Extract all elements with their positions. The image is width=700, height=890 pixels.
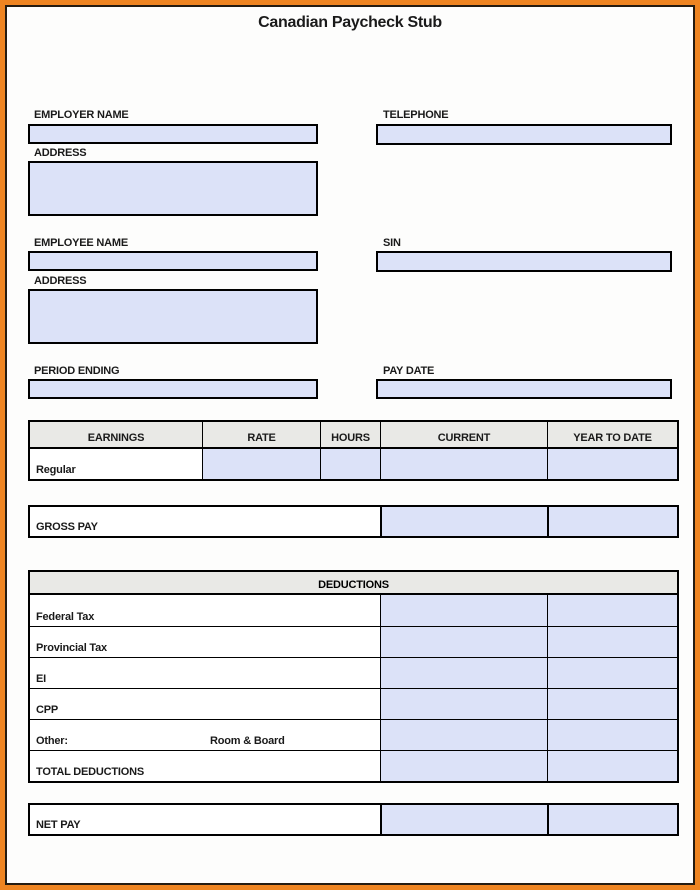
sin-label: SIN: [383, 237, 401, 249]
telephone-input[interactable]: [376, 124, 672, 145]
earnings-table: [28, 420, 679, 481]
regular-hours-field[interactable]: [320, 449, 380, 479]
net-pay-year-to-date-field[interactable]: [547, 805, 677, 834]
federal-tax-year-to-date-field[interactable]: [547, 595, 677, 626]
deduction-row-label: TOTAL DEDUCTIONS: [30, 750, 380, 781]
cpp-year-to-date-field[interactable]: [547, 688, 677, 719]
net-pay-current-field[interactable]: [380, 805, 547, 834]
gross-pay-row: [28, 505, 679, 538]
gross-pay-label: GROSS PAY: [30, 507, 380, 536]
paycheck-stub-page: [5, 5, 695, 885]
page-title: Canadian Paycheck Stub: [258, 14, 442, 31]
gross-pay-year-to-date-field[interactable]: [547, 507, 677, 536]
deduction-row-label: Federal Tax: [30, 595, 380, 626]
deduction-row-label: [30, 719, 380, 750]
employer-name-label: EMPLOYER NAME: [34, 109, 129, 121]
deductions-header: DEDUCTIONS: [30, 572, 677, 595]
total-deductions-current-field[interactable]: [380, 750, 547, 781]
employer-address-input[interactable]: [28, 161, 318, 216]
earnings-header-year-to-date: YEAR TO DATE: [547, 422, 677, 449]
regular-year-to-date-field[interactable]: [547, 449, 677, 479]
earnings-header-rate: RATE: [202, 422, 320, 449]
gross-pay-current-field[interactable]: [380, 507, 547, 536]
telephone-label: TELEPHONE: [383, 109, 449, 121]
employee-name-label: EMPLOYEE NAME: [34, 237, 128, 249]
regular-current-field[interactable]: [380, 449, 547, 479]
ei-current-field[interactable]: [380, 657, 547, 688]
employer-name-input[interactable]: [28, 124, 318, 144]
period-ending-input[interactable]: [28, 379, 318, 399]
employee-address-input[interactable]: [28, 289, 318, 344]
sin-input[interactable]: [376, 251, 672, 272]
federal-tax-current-field[interactable]: [380, 595, 547, 626]
earnings-header-earnings: EARNINGS: [30, 422, 202, 449]
ei-year-to-date-field[interactable]: [547, 657, 677, 688]
deduction-row-label: CPP: [30, 688, 380, 719]
deduction-row-label: EI: [30, 657, 380, 688]
pay-date-input[interactable]: [376, 379, 672, 399]
pay-date-label: PAY DATE: [383, 365, 435, 377]
net-pay-label: NET PAY: [30, 805, 380, 834]
deduction-row-label: Provincial Tax: [30, 626, 380, 657]
employee-address-label: ADDRESS: [34, 275, 87, 287]
earnings-header-current: CURRENT: [380, 422, 547, 449]
regular-rate-field[interactable]: [202, 449, 320, 479]
deductions-table: [28, 570, 679, 783]
total-deductions-year-to-date-field[interactable]: [547, 750, 677, 781]
earnings-row-label: Regular: [30, 449, 202, 479]
employer-address-label: ADDRESS: [34, 147, 87, 159]
other-label: Other:: [36, 735, 68, 747]
cpp-current-field[interactable]: [380, 688, 547, 719]
provincial-tax-year-to-date-field[interactable]: [547, 626, 677, 657]
other-current-field[interactable]: [380, 719, 547, 750]
period-ending-label: PERIOD ENDING: [34, 365, 120, 377]
earnings-header-hours: HOURS: [320, 422, 380, 449]
other-type-label: Room & Board: [210, 735, 285, 747]
employee-name-input[interactable]: [28, 251, 318, 271]
other-year-to-date-field[interactable]: [547, 719, 677, 750]
net-pay-row: [28, 803, 679, 836]
provincial-tax-current-field[interactable]: [380, 626, 547, 657]
